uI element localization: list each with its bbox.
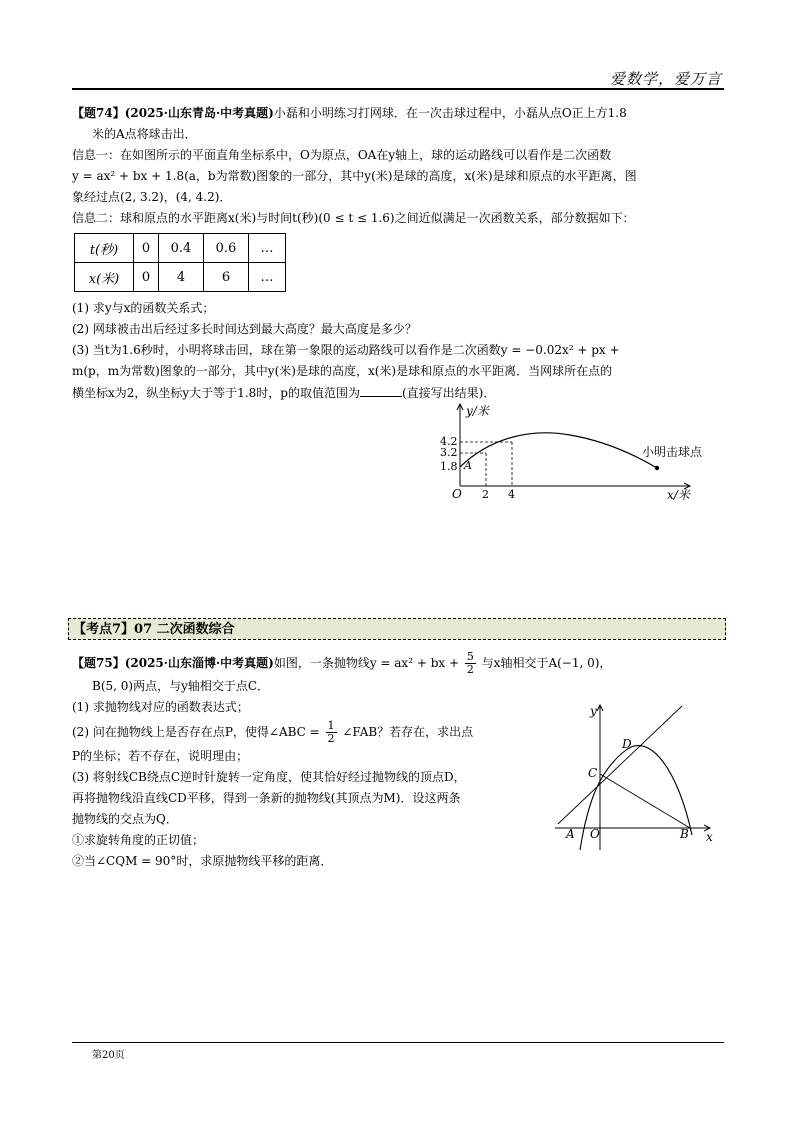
x-label: x [706,830,713,844]
q75-part-3-1: (3) 将射线CB绕点C逆时针旋转一定角度，使其恰好经过抛物线的顶点D， [72,770,466,784]
q74-title: 【题74】(2025·山东青岛·中考真题) [72,106,274,120]
q74-intro-1: 小磊和小明练习打网球．在一次击球过程中，小磊从点O正上方1.8 [273,106,627,120]
hit-point-label: 小明击球点 [642,445,703,459]
q75-sub-1: ①求旋转角度的正切值； [72,833,205,847]
y-axis-label: y/米 [466,404,489,418]
table-cell: 0.4 [159,234,204,263]
table-cell: x(米) [75,263,134,292]
fraction-denominator: 2 [466,663,474,676]
q75-part-2b: ∠FAB？若存在，求出点 [342,725,474,739]
table-cell: … [249,263,286,292]
q74-parts [72,298,724,404]
table-row [75,263,286,292]
fraction-numerator: 5 [466,650,474,663]
table-cell: 4 [159,263,204,292]
q74-info1-3: 象经过点(2, 3.2)，(4, 4.2)． [72,190,232,204]
q75-line-1 [72,650,724,676]
x-axis-label: x/米 [667,488,690,502]
point-c-label: C [588,766,598,780]
q75-intro-2: B(5, 0)两点，与y轴相交于点C． [92,679,270,693]
q74-info1-1: 信息一：在如图所示的平面直角坐标系中，O为原点，OA在y轴上，球的运动路线可以看作是二次函数 [72,148,612,162]
q74-intro-2: 米的A点将球击出． [92,127,197,141]
q74-part-3-3a: 横坐标x为2，纵坐标y大于等于1.8时，p的取值范围为 [72,386,360,400]
q74-data-table [74,233,286,292]
header-slogan: 爱数学，爱万言 [609,70,722,88]
q74-line-1 [72,103,724,124]
point-a-label: A [566,827,575,841]
table-row [75,234,286,263]
table-cell: 0 [134,234,159,263]
q75-part-2-2: P的坐标；若不存在，说明理由； [72,749,249,763]
q75-part-3-2: 再将抛物线沿直线CD平移，得到一条新的抛物线(其顶点为M)．设这两条 [72,791,461,805]
origin-label: O [452,487,462,501]
table-cell: … [249,234,286,263]
q75-intro-b: 与x轴相交于A(−1, 0)， [481,656,612,670]
header-rule [72,88,724,90]
line-cb [600,774,690,828]
q75-part-2a: (2) 问在抛物线上是否存在点P，使得∠ABC = [72,725,320,739]
y-tick-3-2: 3.2 [440,446,458,459]
q75-graph [550,700,725,855]
q75-half-fraction [326,720,337,745]
x-tick-4: 4 [508,488,515,501]
section-title-bar: 【考点7】07 二次函数综合 [68,618,726,640]
line-cd [558,706,682,824]
q74-info1-2: y = ax² + bx + 1.8(a，b为常数)图象的一部分，其中y(米)是球的高度，x(米)是球和原点的水平距离，图 [72,169,637,183]
q74-graph [420,400,710,505]
footer-rule [72,1042,724,1043]
q74-part-3-3b: (直接写出结果)． [401,386,496,400]
q74-part-3-2: m(p，m为常数)图象的一部分，其中y(米)是球的高度，x(米)是球和原点的水平距离．当网球所在点的 [72,364,613,378]
point-b-label: B [680,827,689,841]
y-tick-1-8: 1.8 [440,460,458,473]
q74-part-1: (1) 求y与x的函数关系式； [72,301,215,315]
fraction-numerator: 1 [327,719,335,732]
q75-part-1: (1) 求抛物线对应的函数表达式； [72,700,249,714]
y-tick-4-2: 4.2 [440,435,458,448]
table-cell: t(秒) [75,234,134,263]
hit-point [655,466,659,470]
fraction-denominator: 2 [327,732,335,745]
table-cell: 0 [134,263,159,292]
q75-intro-a: 如图，一条抛物线y = ax² + bx + [273,656,460,670]
point-a-label: A [464,459,472,472]
question-74 [72,103,724,229]
table-cell: 0.6 [204,234,249,263]
q74-part-2: (2) 网球被击出后经过多长时间达到最大高度？最大高度是多少？ [72,322,417,336]
table-cell: 6 [204,263,249,292]
answer-blank [360,382,402,397]
q74-part-3-1: (3) 当t为1.6秒时，小明将球击回，球在第一象限的运动路线可以看作是二次函数y = −0.02x² + px + [72,343,620,357]
ball-trajectory [460,433,657,468]
q74-info2: 信息二：球和原点的水平距离x(米)与时间t(秒)(0 ≤ t ≤ 1.6)之间近似满足一次函数关系，部分数据如下： [72,211,635,225]
page-number: 第20页 [92,1050,125,1061]
point-d-label: D [622,737,632,751]
q75-sub-2: ②当∠CQM = 90°时，求原抛物线平移的距离． [72,854,333,868]
q75-title: 【题75】(2025·山东淄博·中考真题) [72,656,274,670]
q75-fraction [465,651,476,676]
x-tick-2: 2 [482,488,489,501]
origin-label: O [590,827,600,841]
y-label: y [590,704,597,718]
q75-part-3-3: 抛物线的交点为Q． [72,812,178,826]
